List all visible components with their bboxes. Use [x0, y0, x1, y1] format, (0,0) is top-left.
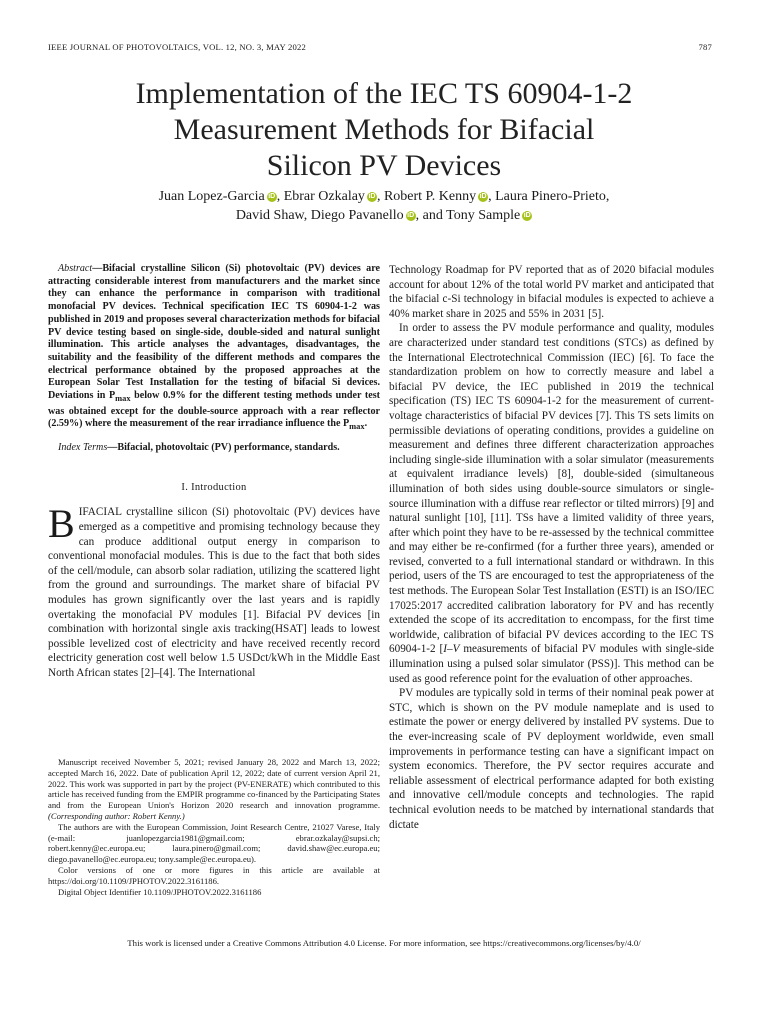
right-paragraph-2 [389, 321, 714, 686]
footnote-doi: Digital Object Identifier 10.1109/JPHOTOV.2022.3161186 [58, 886, 262, 897]
right-paragraph-3: PV modules are typically sold in terms of their nominal peak power at STC, which is shown on the PV module nameplate and is used to estimate the power or energy delivered by installed PV systems. Due to the ever-increasing scale of PV deployment worldwide, even small improvements in performance testing can have a significant impact on system economics. Therefore, the PV sector requires accurate and reliable assessment of electrical performance adapted for both existing and innovative cell/module concepts and technologies. The rapid technical evolution needs to be matched by international standards that dictate [389, 687, 714, 831]
author-name: Ebrar Ozkalay [283, 189, 365, 204]
abstract-end: . [364, 418, 368, 430]
abstract [48, 263, 380, 434]
author-name: David Shaw, [235, 208, 308, 223]
intro-paragraph-1 [48, 501, 380, 680]
footnote-manuscript-text: Manuscript received November 5, 2021; revised January 28, 2022 and March 13, 2022; accepted March 16, 2022. Date of publication April 12, 2022; date of current version April 21, 2022. This work was supported in part by the project (PV-ENERATE) which contributed to this article has received funding from the EMPIR programme co-financed by the Participating States and from the European Union's Horizon 2020 research and innovation programme. [48, 757, 380, 811]
footnote-manuscript [48, 757, 380, 822]
orcid-icon[interactable]: iD [368, 193, 376, 200]
abstract-text: —Bifacial crystalline Silicon (Si) photovoltaic (PV) devices are attracting considerable interest from manufacturers and the market since they can enhance the performance in comparison with traditional monofacial PV devices. Technical specification IEC TS 60904-1-2 was published in 2019 and proposes several characterization methods for bifacial PV device testing based on single-side, double-sided and natural sunlight illumination. This article analyses the advantages, disadvantages, the suitability and the feasibility of the different methods and compares the electrical performance obtained by the proposed approaches at the European Solar Test Installation for the testing of bifacial Si devices. Deviations in P [48, 263, 380, 402]
abstract-lead: Abstract [58, 263, 93, 274]
journal-name: IEEE JOURNAL OF PHOTOVOLTAICS, VOL. 12, NO. 3, MAY 2022 [48, 42, 306, 52]
title-line-1: Implementation of the IEC TS 60904-1-2 [135, 77, 633, 110]
index-terms [48, 442, 380, 455]
author-name: Laura Pinero-Prieto, [495, 189, 610, 204]
orcid-icon[interactable]: iD [479, 193, 487, 200]
author-line-1: Juan Lopez-Garcia iD , Ebrar Ozkalay iD , Robert P. Kenny iD , Laura Pinero-Prieto, [158, 189, 610, 204]
footnote-affiliations: The authors are with the European Commission, Joint Research Centre, 21027 Varese, Italy (e-mail: juanlopezgarcia1981@gmail.com; ebrar.ozkalay@supsi.ch; robert.kenny@ec.europa.eu; laura.pinero@gmail.com; david.shaw@ec.europa.eu; diego.pavanello@ec.europa.eu; tony.sample@ec.europa.eu). [48, 821, 380, 865]
right-paragraph-1: Technology Roadmap for PV reported that as of 2020 bifacial modules account for about 12% of the total world PV market and anticipated that the bifacial c-Si technology in bifacial modules is expected to achieve a 40% market share in 2025 and 55% in 2031 [5]. [389, 264, 714, 320]
author-line-2: David Shaw, Diego Pavanello iD , and Tony Sample iD [235, 208, 531, 223]
orcid-icon[interactable]: iD [268, 193, 276, 200]
orcid-icon[interactable]: iD [407, 212, 415, 219]
left-column [48, 263, 380, 681]
license-statement: This work is licensed under a Creative Commons Attribution 4.0 License. For more information, see https://creativecommons.org/licenses/by/4.0/ [127, 938, 641, 948]
corresponding-author-note: (Corresponding author: Robert Kenny.) [48, 810, 185, 821]
paper-title [60, 76, 708, 184]
footnote-color-versions: Color versions of one or more figures in this article are available at https://doi.org/10.1109/JPHOTOV.2022.3161186. [48, 864, 380, 886]
right-paragraph-2b: measurements of bifacial PV modules with single-side illumination using a pulsed solar simulator (PSS)]. This method can be used as good reference point for the evaluation of other approaches. [389, 643, 714, 685]
right-column [389, 263, 714, 832]
abstract-text-2: below 0.9% for the different testing methods under test was obtained except for the double-source approach with a rear reflector (2.59%) where the measurement of the rear irradiance influence the P [48, 390, 380, 430]
orcid-icon[interactable]: iD [523, 212, 531, 219]
section-heading-introduction: I. Introduction [181, 481, 247, 493]
index-terms-lead: Index Terms [58, 442, 108, 454]
first-page-footnotes [48, 757, 380, 897]
author-name: Robert P. Kenny [383, 189, 477, 204]
index-terms-text: —Bifacial, photovoltaic (PV) performance, standards. [107, 442, 340, 454]
abstract-sub-2: max [349, 422, 365, 432]
iv-italic: I–V [443, 643, 460, 656]
drop-cap: B [48, 501, 75, 547]
title-line-2: Measurement Methods for Bifacial [173, 113, 595, 146]
running-header [48, 42, 712, 52]
author-name: Diego Pavanello [310, 208, 404, 223]
intro-text: IFACIAL crystalline silicon (Si) photovoltaic (PV) devices have emerged as a competitive and promising technology because they can produce additional output energy in comparison to conventional monofacial modules. This is due to the fact that both sides of the cell/module, can absorb solar radiation, utilizing the scattered light from the ground and surroundings. The market share of bifacial PV modules has grown significantly over the last years and is rapidly overtaking the monofacial PV modules [1]. Bifacial PV devices [in combination with horizontal single axis tracking(HSAT] leads to lowest possible levelized cost of electricity and have received recently record electricity generation cost well below 1.5 USDct/kWh in the Middle East North African states [2]–[4]. The International [48, 506, 380, 679]
abstract-sub: max [115, 394, 131, 404]
author-name: and Tony Sample [422, 208, 521, 223]
author-name: Juan Lopez-Garcia [158, 189, 265, 204]
title-line-3: Silicon PV Devices [266, 149, 502, 182]
right-paragraph-2a: In order to assess the PV module performance and quality, modules are characterized under standard test conditions (STCs) as defined by the International Electrotechnical Commission (IEC) [6]. To face the standardization problem on how to correctly measure and label a bifacial PV device, the IEC published in 2019 the technical specification (TS) IEC TS 60904-1-2 for the measurement of current-voltage characteristics of bifacial PV devices [7]. This TS sets limits on permissible deviations of operating conditions, provides a guideline on measurement and defines three different characterization approaches including single-side illumination with a solar simulator (measurements at equivalent irradiance levels) [8], double-sided (simultaneous illumination of both sides using double-source simulators or single-source illumination with a diffuse rear reflector or tilted mirrors) [9] and natural sunlight [10], [11]. TSs have a limited validity of three years, after which point they have to be re-assessed by the technical committee and may either be re-confirmed (for a further three years), amended or revised, converted to a full international standard or withdrawn. In this period, users of the TS are encouraged to test the appropriateness of the test methods. The European Solar Test Installation (ESTI) is an ISO/IEC 17025:2017 accredited calibration laboratory for PV and has recently extended the scope of its accreditation to encompass, for the first time worldwide, calibration of bifacial PV devices according to the IEC TS 60904-1-2 [ [389, 322, 714, 656]
author-list [60, 187, 708, 225]
page-number: 787 [698, 42, 712, 52]
